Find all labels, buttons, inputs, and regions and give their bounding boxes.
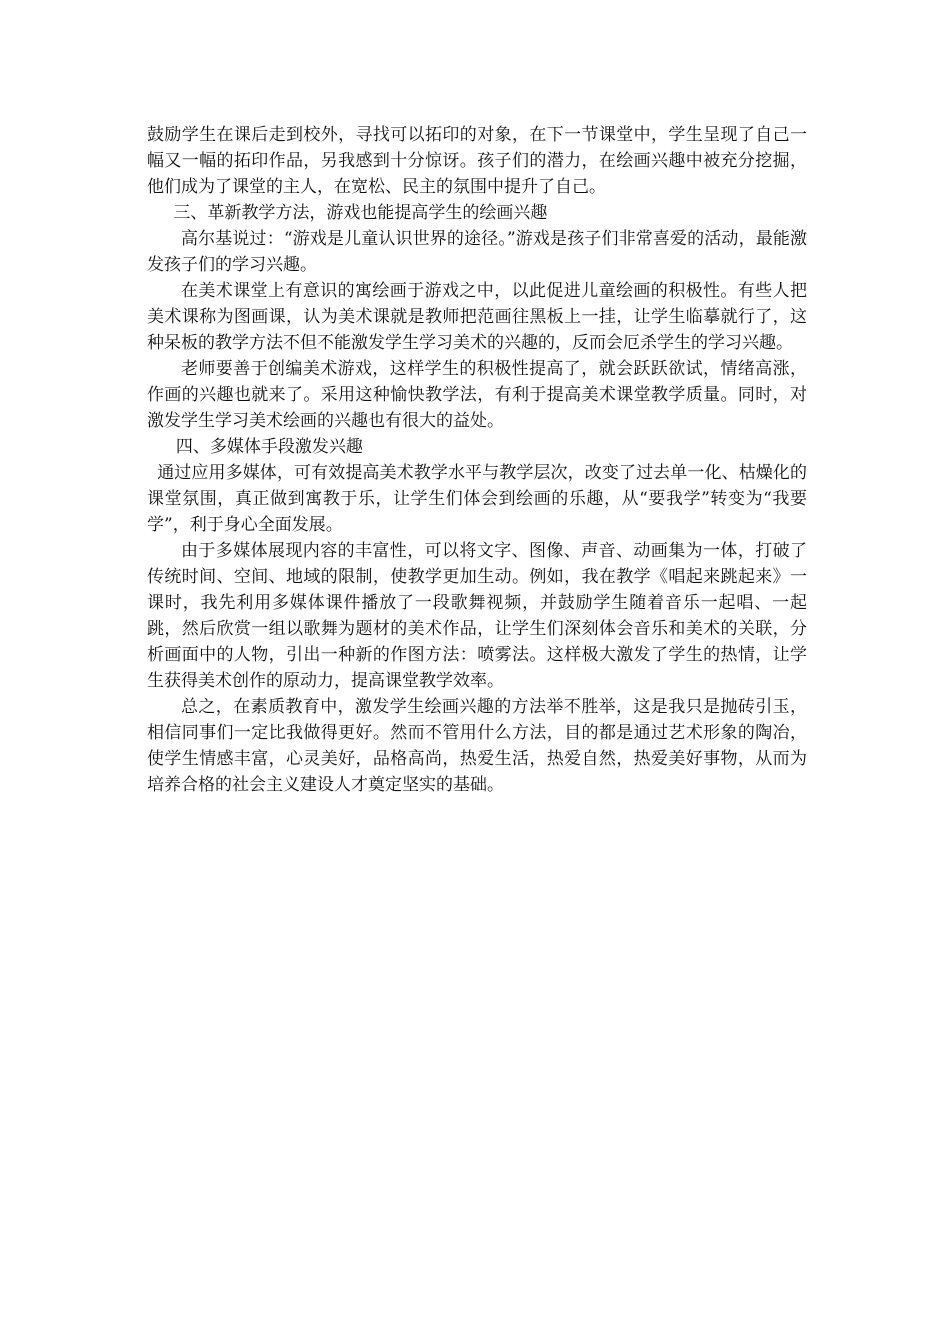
paragraph-conclusion: 总之，在素质教育中，激发学生绘画兴趣的方法举不胜举，这是我只是抛砖引玉，相信同事们一定比我做得更好。然而不管用什么方法，目的都是通过艺术形象的陶冶，使学生情感丰富，心灵美好，品格高尚，热爱生活，热爱自然，热爱美好事物，从而为培养合格的社会主义建设人才奠定坚实的基础。 xyxy=(147,697,807,795)
paragraph-art-games: 老师要善于创编美术游戏，这样学生的积极性提高了，就会跃跃欲试，情绪高涨，作画的兴趣也就来了。采用这种愉快教学法，有利于提高美术课堂教学质量。同时，对激发学生学习美术绘画的兴趣也有很大的益处。 xyxy=(147,359,807,431)
paragraph-multimedia-example: 由于多媒体展现内容的丰富性，可以将文字、图像、声音、动画集为一体，打破了传统时间、空间、地域的限制，使教学更加生动。例如，我在教学《唱起来跳起来》一课时，我先利用多媒体课件播放了一段歌舞视频，并鼓励学生随着音乐一起唱、一起跳，然后欣赏一组以歌舞为题材的美术作品，让学生们深刻体会音乐和美术的关联，分析画面中的人物，引出一种新的作图方法：喷雾法。这样极大激发了学生的热情，让学生获得美术创作的原动力，提高课堂教学效率。 xyxy=(147,541,807,691)
paragraph-gorky-quote: 高尔基说过：“游戏是儿童认识世界的途径。”游戏是孩子们非常喜爱的活动，最能激发孩子们的学习兴趣。 xyxy=(147,229,807,275)
paragraph-continuation: 鼓励学生在课后走到校外，寻找可以拓印的对象，在下一节课堂中，学生呈现了自己一幅又一幅的拓印作品，另我感到十分惊讶。孩子们的潜力，在绘画兴趣中被充分挖掘，他们成为了课堂的主人，在宽松、民主的氛围中提升了自己。 xyxy=(147,125,807,197)
paragraph-multimedia-intro: 通过应用多媒体，可有效提高美术教学水平与教学层次，改变了过去单一化、枯燥化的课堂氛围，真正做到寓教于乐，让学生们体会到绘画的乐趣，从“要我学”转变为“我要学”，利于身心全面发展。 xyxy=(147,463,807,535)
section-heading-three: 三、革新教学方法，游戏也能提高学生的绘画兴趣 xyxy=(173,203,548,223)
document-body xyxy=(147,122,807,798)
paragraph-games-in-class: 在美术课堂上有意识的寓绘画于游戏之中，以此促进儿童绘画的积极性。有些人把美术课称为图画课，认为美术课就是教师把范画往黑板上一挂，让学生临摹就行了，这种呆板的教学方法不但不能激发学生学习美术的兴趣的，反而会厄杀学生的学习兴趣。 xyxy=(147,281,807,353)
section-heading-four: 四、多媒体手段激发兴趣 xyxy=(175,437,363,457)
